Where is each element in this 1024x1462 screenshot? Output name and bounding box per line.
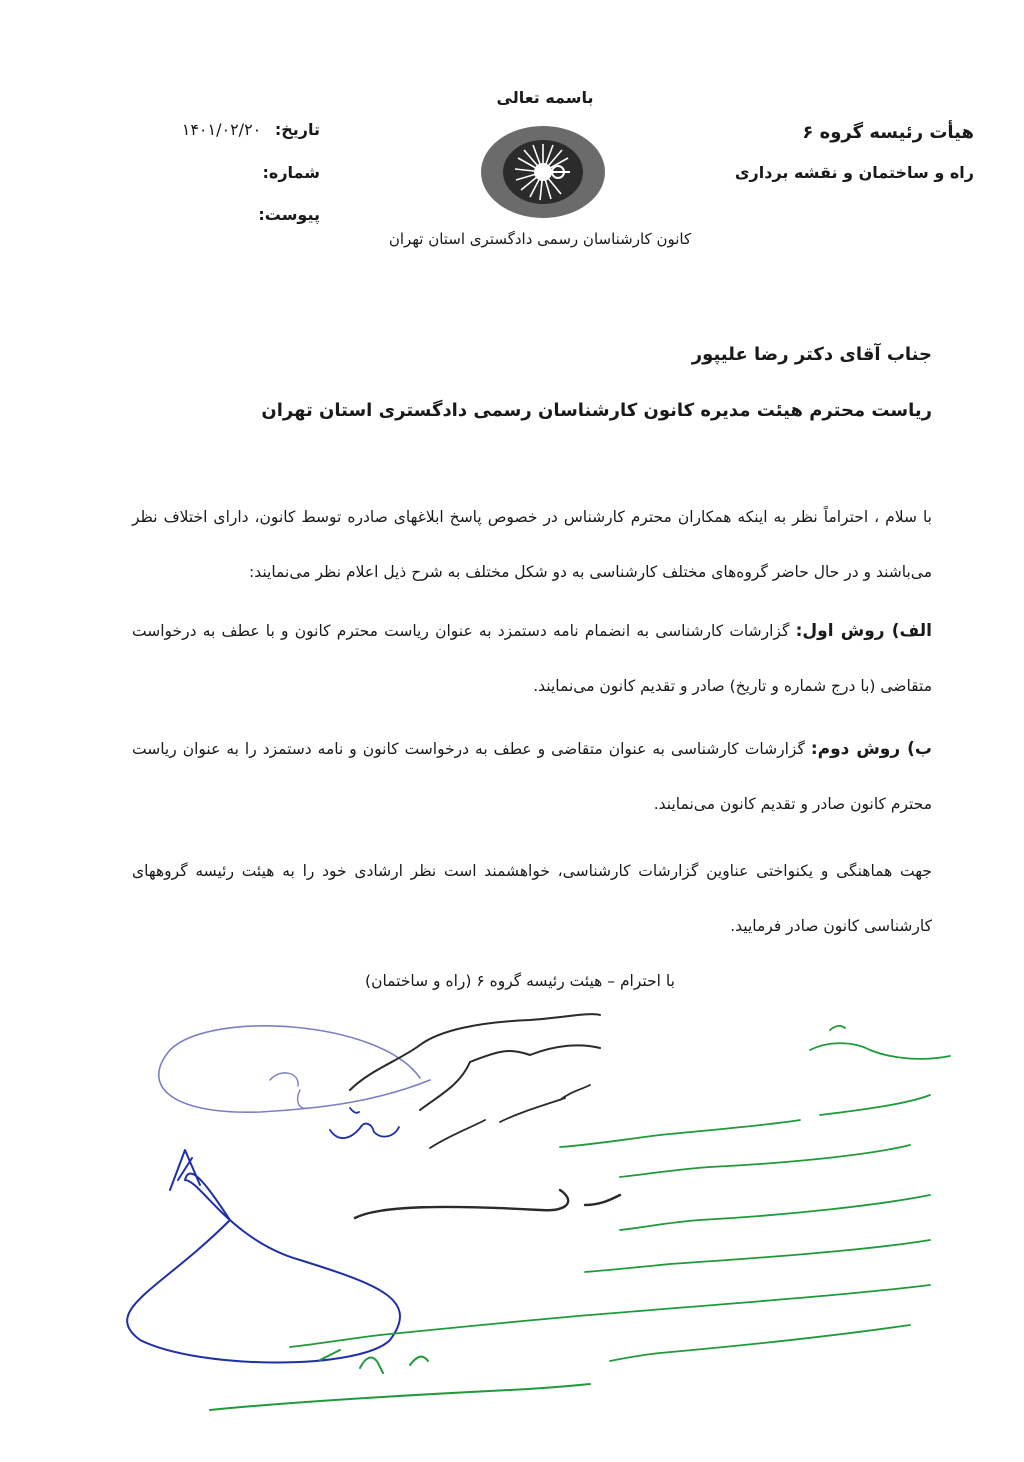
- dark-signature-3: [430, 1085, 590, 1148]
- paragraph-intro: با سلام ، احتراماً نظر به اینکه همکاران محترم کارشناس در خصوص پاسخ ابلاغهای صادره توسط کانون، دارای اختلاف نظر می‌باشند و در حال حاضر گروه‌های مختلف کارشناسی به دو شکل مختلف به شرح ذیل اعلام نظر می‌نمایند:: [132, 508, 932, 581]
- violet-signature-loop: [159, 1026, 430, 1112]
- number-label: شماره:: [262, 163, 320, 182]
- green-note-line-2: [560, 1095, 930, 1147]
- paragraph-request: جهت هماهنگی و یکنواختی عناوین گزارشات کارشناسی، خواهشمند است نظر ارشادی خود را به هیئت رئیسه گروههای کارشناسی کانون صادر فرمایید.: [132, 862, 932, 935]
- green-underline: [210, 1384, 590, 1410]
- bismillah-heading: باسمه تعالی: [496, 88, 594, 107]
- recipient-title: ریاست محترم هیئت مدیره کانون کارشناسان رسمی دادگستری استان تهران: [261, 400, 932, 421]
- green-note-line-6: [290, 1285, 930, 1347]
- sender-subtitle: راه و ساختمان و نقشه برداری: [734, 163, 974, 182]
- paragraph-method-two: [132, 722, 932, 832]
- dark-signature-4: [355, 1190, 620, 1218]
- organization-logo: [478, 122, 608, 222]
- green-note-line-1: [810, 1026, 950, 1059]
- recipient-name: جناب آقای دکتر رضا علیپور: [691, 344, 932, 365]
- date-value: ۱۴۰۱/۰۲/۲۰: [181, 120, 262, 139]
- method-one-text: گزارشات کارشناسی به انضمام نامه دستمزد به عنوان ریاست محترم کانون و با عطف به درخواست متقاضی (با درج شماره و تاریخ) صادر و تقدیم کانون می‌نمایند.: [132, 622, 932, 695]
- dark-signature-1: [350, 1014, 600, 1090]
- method-two-title: ب) روش دوم:: [810, 739, 932, 759]
- green-note-line-4: [620, 1195, 930, 1230]
- violet-signature-mark: [270, 1073, 308, 1108]
- attachment-label: پیوست:: [258, 205, 320, 224]
- number-field: [150, 163, 320, 182]
- green-note-line-3: [620, 1145, 910, 1177]
- date-field: [150, 120, 320, 139]
- green-note-line-7: [610, 1325, 910, 1361]
- blue-arrow: [127, 1174, 400, 1363]
- green-date-sig: [320, 1350, 428, 1373]
- closing-line: با احترام – هیئت رئیسه گروه ۶ (راه و ساختمان): [365, 972, 675, 990]
- method-two-text: گزارشات کارشناسی به عنوان متقاضی و عطف به درخواست کانون و نامه دستمزد را به عنوان ریاست محترم کانون صادر و تقدیم کانون می‌نمایند.: [132, 740, 932, 813]
- method-one-title: الف) روش اول:: [795, 621, 932, 641]
- organization-name: کانون کارشناسان رسمی دادگستری استان تهران: [388, 230, 692, 248]
- blue-signature-text: [330, 1108, 399, 1138]
- sender-title: هیأت رئیسه گروه ۶: [802, 122, 974, 143]
- blue-arrowhead: [170, 1150, 200, 1190]
- paragraph-method-one: [132, 604, 932, 714]
- green-note-line-5: [585, 1240, 930, 1272]
- date-label: تاریخ:: [274, 120, 320, 139]
- dark-signature-2: [420, 1045, 600, 1110]
- attachment-field: [150, 205, 320, 224]
